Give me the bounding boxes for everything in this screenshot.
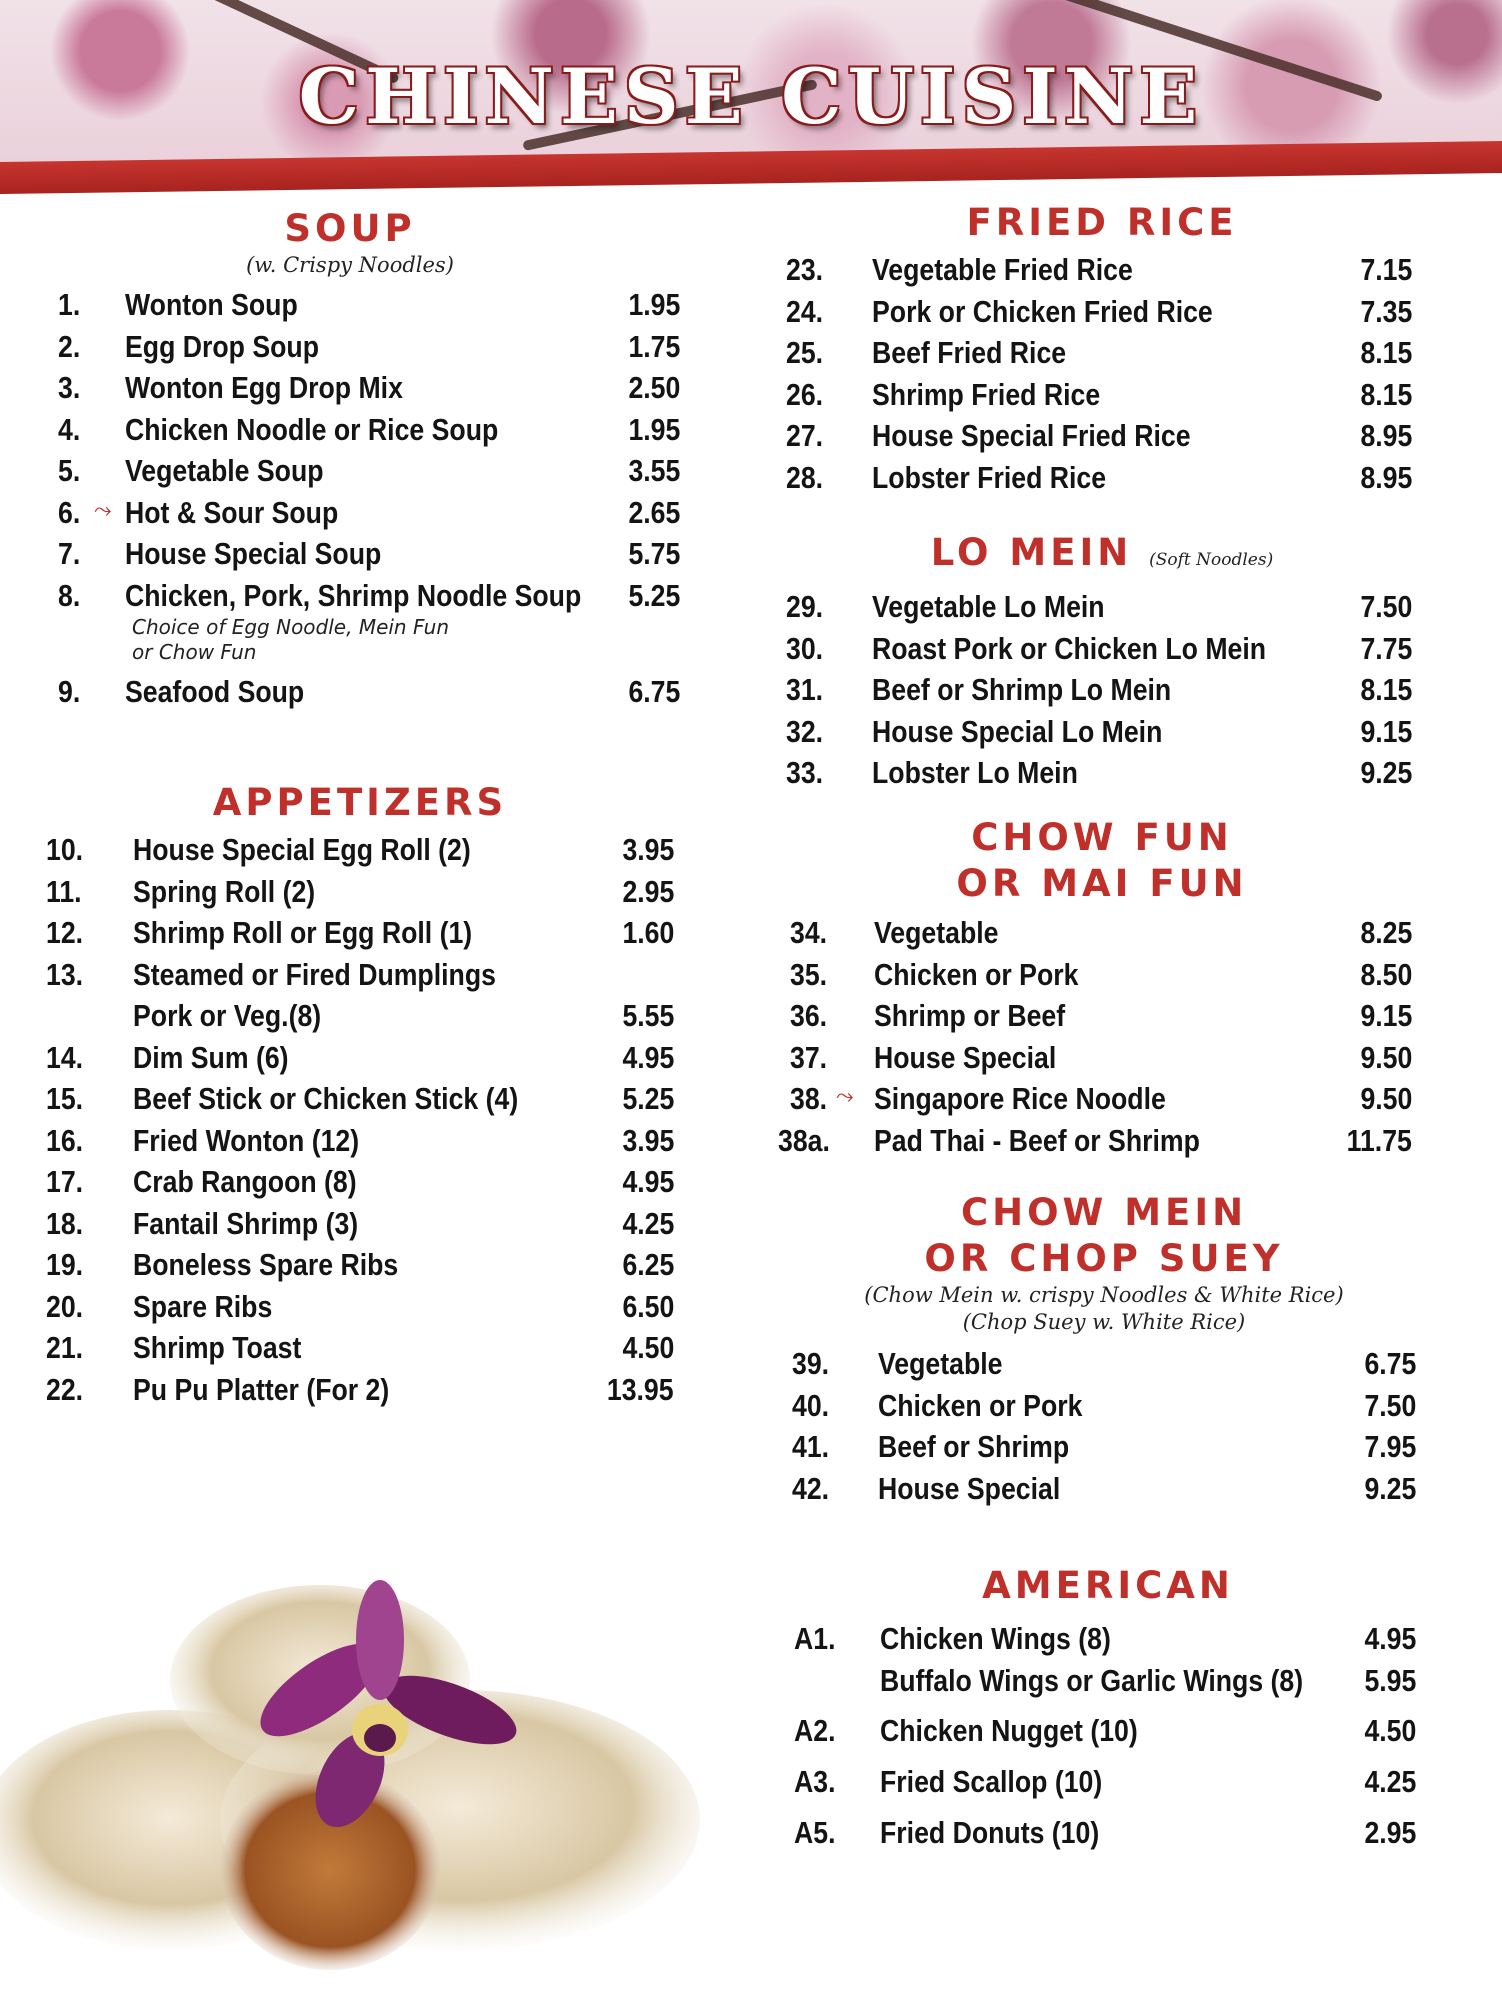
item-price: 2.50 bbox=[628, 370, 680, 405]
list-item bbox=[40, 913, 674, 955]
list-item bbox=[772, 1344, 1416, 1386]
item-number: 29. bbox=[786, 589, 824, 624]
list-item bbox=[40, 1245, 674, 1287]
item-price: 4.50 bbox=[622, 1330, 674, 1365]
list-item bbox=[40, 285, 680, 327]
list-item bbox=[40, 872, 674, 914]
item-number: 42. bbox=[792, 1470, 830, 1506]
item-name: Spring Roll (2) bbox=[133, 873, 316, 909]
list-item bbox=[772, 458, 1412, 500]
item-name: House Special bbox=[878, 1470, 1061, 1506]
item-price: 2.95 bbox=[1364, 1814, 1416, 1850]
item-name: Chicken or Pork bbox=[878, 1387, 1083, 1423]
chow-mein-section bbox=[772, 1190, 1416, 1510]
item-name: House Special bbox=[874, 1039, 1057, 1075]
item-number: 38a. bbox=[778, 1122, 830, 1158]
chow-mein-subtitle: (Chow Mein w. crispy Noodles & White Rice) bbox=[864, 1283, 1344, 1307]
item-price: 8.95 bbox=[1360, 459, 1412, 495]
item-price: 7.15 bbox=[1360, 252, 1412, 287]
item-price: 5.95 bbox=[1364, 1662, 1416, 1698]
item-number: 13. bbox=[46, 956, 84, 992]
item-number: 9. bbox=[58, 673, 81, 709]
fried-rice-list bbox=[772, 250, 1412, 499]
item-price: 1.95 bbox=[628, 287, 680, 322]
item-name: Fantail Shrimp (3) bbox=[133, 1205, 359, 1241]
item-price: 1.75 bbox=[628, 328, 680, 364]
item-price: 8.15 bbox=[1360, 672, 1412, 707]
item-number: 14. bbox=[46, 1039, 84, 1075]
item-number: 2. bbox=[58, 328, 81, 364]
item-number: A3. bbox=[794, 1763, 836, 1799]
appetizers-list bbox=[40, 830, 674, 1521]
list-item bbox=[40, 1328, 674, 1370]
item-price: 8.95 bbox=[1360, 418, 1412, 453]
item-price: 3.95 bbox=[622, 1122, 674, 1158]
list-item bbox=[40, 534, 680, 576]
item-number: 20. bbox=[46, 1288, 84, 1324]
item-number: 17. bbox=[46, 1164, 84, 1199]
soup-list bbox=[40, 285, 680, 713]
item-name: Buffalo Wings or Garlic Wings (8) bbox=[880, 1662, 1304, 1698]
item-number: 19. bbox=[46, 1247, 84, 1282]
list-item bbox=[772, 587, 1412, 629]
item-name: Egg Drop Soup bbox=[125, 328, 320, 364]
item-note: or Chow Fun bbox=[132, 639, 257, 664]
item-price: 4.95 bbox=[1364, 1621, 1416, 1656]
list-item bbox=[40, 1287, 674, 1329]
list-item bbox=[772, 996, 1412, 1038]
item-price: 7.35 bbox=[1360, 293, 1412, 329]
item-price: 1.60 bbox=[622, 915, 674, 950]
list-item bbox=[40, 493, 680, 535]
list-item bbox=[772, 1469, 1416, 1511]
item-number: 8. bbox=[58, 577, 81, 613]
list-item bbox=[778, 1619, 1416, 1661]
item-price: 4.25 bbox=[1364, 1763, 1416, 1799]
list-item bbox=[772, 416, 1412, 458]
item-price: 2.95 bbox=[622, 873, 674, 909]
item-number: 12. bbox=[46, 915, 84, 950]
list-item bbox=[772, 375, 1412, 417]
item-name: Roast Pork or Chicken Lo Mein bbox=[872, 630, 1267, 666]
item-number: A1. bbox=[794, 1621, 836, 1656]
item-price: 7.50 bbox=[1364, 1387, 1416, 1423]
item-number: 32. bbox=[786, 713, 824, 749]
item-number: 34. bbox=[790, 915, 828, 950]
item-number: 27. bbox=[786, 418, 824, 453]
item-name: Wonton Egg Drop Mix bbox=[125, 370, 403, 405]
item-number: 15. bbox=[46, 1081, 84, 1116]
item-name: Vegetable Lo Mein bbox=[872, 589, 1105, 624]
item-number: 40. bbox=[792, 1387, 830, 1423]
item-number: 25. bbox=[786, 335, 824, 370]
item-name: Spare Ribs bbox=[133, 1288, 273, 1324]
item-number: A5. bbox=[794, 1814, 836, 1850]
item-name: Beef Fried Rice bbox=[872, 335, 1067, 370]
fried-rice-section bbox=[772, 200, 1412, 499]
item-price: 3.55 bbox=[628, 453, 680, 488]
item-name: Pad Thai - Beef or Shrimp bbox=[874, 1122, 1200, 1158]
list-item bbox=[778, 1661, 1416, 1711]
menu-title: CHINESE CUISINE bbox=[298, 52, 1204, 141]
list-item bbox=[40, 1121, 674, 1163]
item-note: Choice of Egg Noodle, Mein Fun bbox=[132, 614, 450, 639]
list-item bbox=[40, 1079, 674, 1121]
item-number: 33. bbox=[786, 755, 824, 790]
item-name: Shrimp Toast bbox=[133, 1330, 302, 1365]
item-price: 5.55 bbox=[622, 998, 674, 1033]
item-number: 41. bbox=[792, 1429, 830, 1464]
fried-rice-title: FRIED RICE bbox=[966, 201, 1238, 244]
item-price: 9.15 bbox=[1360, 713, 1412, 749]
lo-mein-note: (Soft Noodles) bbox=[1149, 550, 1274, 570]
item-price: 8.25 bbox=[1360, 915, 1412, 950]
item-number: 18. bbox=[46, 1205, 84, 1241]
item-price: 5.25 bbox=[628, 577, 680, 613]
item-name: Fried Donuts (10) bbox=[880, 1814, 1100, 1850]
item-name: Vegetable Soup bbox=[125, 453, 324, 488]
item-price: 9.15 bbox=[1360, 998, 1412, 1033]
item-price: 5.25 bbox=[622, 1081, 674, 1116]
item-number: 5. bbox=[58, 453, 81, 488]
list-item bbox=[772, 292, 1412, 334]
list-item bbox=[772, 1121, 1412, 1163]
item-number: 36. bbox=[790, 998, 828, 1033]
item-price: 6.75 bbox=[1364, 1346, 1416, 1381]
item-name: Lobster Fried Rice bbox=[872, 459, 1107, 495]
item-name: Pork or Chicken Fried Rice bbox=[872, 293, 1213, 329]
item-price: 9.25 bbox=[1360, 755, 1412, 790]
item-price: 8.15 bbox=[1360, 376, 1412, 412]
item-name: Shrimp Fried Rice bbox=[872, 376, 1101, 412]
soup-section bbox=[40, 206, 680, 713]
item-name: House Special Fried Rice bbox=[872, 418, 1191, 453]
item-price: 4.25 bbox=[622, 1205, 674, 1241]
list-item bbox=[772, 250, 1412, 292]
item-number: 1. bbox=[58, 287, 81, 322]
list-item bbox=[772, 1427, 1416, 1469]
item-number: 4. bbox=[58, 411, 81, 447]
item-price: 6.25 bbox=[622, 1247, 674, 1282]
list-item bbox=[40, 1411, 674, 1521]
item-price: 8.15 bbox=[1360, 335, 1412, 370]
list-item bbox=[772, 955, 1412, 997]
item-number: 35. bbox=[790, 956, 828, 992]
item-price: 11.75 bbox=[1346, 1122, 1412, 1158]
item-price: 7.95 bbox=[1364, 1429, 1416, 1464]
item-number: 30. bbox=[786, 630, 824, 666]
item-number: 31. bbox=[786, 672, 824, 707]
item-name: Boneless Spare Ribs bbox=[133, 1247, 399, 1282]
list-item bbox=[40, 327, 680, 369]
item-name: House Special Soup bbox=[125, 536, 382, 571]
chow-fun-section bbox=[772, 815, 1412, 1162]
item-price: 9.50 bbox=[1360, 1081, 1412, 1116]
item-name: Shrimp or Beef bbox=[874, 998, 1066, 1033]
item-name: Chicken, Pork, Shrimp Noodle Soup bbox=[125, 577, 582, 613]
item-name: House Special Egg Roll (2) bbox=[133, 832, 471, 867]
american-section bbox=[778, 1563, 1416, 1854]
item-name: Shrimp Roll or Egg Roll (1) bbox=[133, 915, 473, 950]
item-name: Steamed or Fired Dumplings bbox=[133, 956, 496, 992]
item-price: 2.65 bbox=[628, 494, 680, 530]
list-item bbox=[772, 1079, 1412, 1121]
list-item bbox=[772, 753, 1412, 795]
item-number: 10. bbox=[46, 832, 84, 867]
item-name: Seafood Soup bbox=[125, 673, 305, 709]
item-price: 7.50 bbox=[1360, 589, 1412, 624]
list-item bbox=[40, 1370, 674, 1412]
item-name: Chicken or Pork bbox=[874, 956, 1079, 992]
item-number: 28. bbox=[786, 459, 824, 495]
list-item bbox=[40, 1038, 674, 1080]
chow-mein-title-line2: OR CHOP SUEY bbox=[924, 1237, 1284, 1280]
lo-mein-heading bbox=[772, 530, 1432, 583]
item-number: 3. bbox=[58, 370, 81, 405]
chow-fun-title-line2: OR MAI FUN bbox=[956, 862, 1248, 905]
list-item bbox=[40, 368, 680, 410]
appetizers-section bbox=[40, 780, 674, 1521]
item-number: A2. bbox=[794, 1712, 836, 1748]
item-number: 37. bbox=[790, 1039, 828, 1075]
soup-subtitle: (w. Crispy Noodles) bbox=[246, 253, 454, 277]
item-price: 4.95 bbox=[622, 1164, 674, 1199]
item-number: 7. bbox=[58, 536, 81, 571]
item-price: 3.95 bbox=[622, 832, 674, 867]
list-item bbox=[778, 1762, 1416, 1813]
list-item bbox=[40, 830, 674, 872]
chili-pepper-icon: ⤳ bbox=[94, 496, 112, 522]
list-item bbox=[40, 996, 674, 1038]
item-name: Wonton Soup bbox=[125, 287, 298, 322]
item-price: 9.25 bbox=[1364, 1470, 1416, 1506]
item-price: 6.50 bbox=[622, 1288, 674, 1324]
item-name: Dim Sum (6) bbox=[133, 1039, 289, 1075]
item-number: 38. bbox=[790, 1081, 828, 1116]
list-item bbox=[772, 333, 1412, 375]
item-name: Chicken Wings (8) bbox=[880, 1621, 1111, 1656]
item-price: 4.50 bbox=[1364, 1712, 1416, 1748]
chow-mein-subtitle-line2: (Chop Suey w. White Rice) bbox=[962, 1310, 1246, 1334]
item-name: House Special Lo Mein bbox=[872, 713, 1163, 749]
item-price: 7.75 bbox=[1360, 630, 1412, 666]
item-name: Pork or Veg.(8) bbox=[133, 998, 322, 1033]
soup-title: SOUP bbox=[284, 207, 416, 250]
item-name: Fried Wonton (12) bbox=[133, 1122, 360, 1158]
item-name: Fried Scallop (10) bbox=[880, 1763, 1103, 1799]
item-name: Beef Stick or Chicken Stick (4) bbox=[133, 1081, 519, 1116]
item-price: 1.95 bbox=[628, 411, 680, 447]
item-name: Lobster Lo Mein bbox=[872, 755, 1078, 790]
item-name: Chicken Noodle or Rice Soup bbox=[125, 411, 499, 447]
list-item bbox=[778, 1711, 1416, 1762]
item-name: Crab Rangoon (8) bbox=[133, 1164, 357, 1199]
item-name: Chicken Nugget (10) bbox=[880, 1712, 1138, 1748]
chow-mein-title: CHOW MEIN bbox=[960, 1191, 1248, 1234]
lo-mein-title: LO MEIN bbox=[930, 531, 1133, 574]
item-price: 6.75 bbox=[628, 673, 680, 709]
item-name: Beef or Shrimp bbox=[878, 1429, 1070, 1464]
american-list bbox=[778, 1619, 1416, 1854]
list-item bbox=[772, 1386, 1416, 1428]
item-number: 11. bbox=[46, 873, 82, 909]
item-name: Hot & Sour Soup bbox=[125, 494, 339, 530]
list-item bbox=[40, 955, 674, 997]
list-item bbox=[40, 1162, 674, 1204]
item-price: 5.75 bbox=[628, 536, 680, 571]
chow-fun-title: CHOW FUN bbox=[971, 816, 1233, 859]
list-item bbox=[40, 576, 680, 672]
list-item bbox=[40, 1204, 674, 1246]
chili-pepper-icon: ⤳ bbox=[836, 1083, 854, 1108]
list-item bbox=[40, 672, 680, 714]
list-item bbox=[778, 1813, 1416, 1855]
item-name: Vegetable bbox=[878, 1346, 1003, 1381]
item-price: 8.50 bbox=[1360, 956, 1412, 992]
appetizers-title: APPETIZERS bbox=[212, 781, 508, 824]
item-price: 9.50 bbox=[1360, 1039, 1412, 1075]
item-name: Singapore Rice Noodle bbox=[874, 1081, 1166, 1116]
lo-mein-section bbox=[772, 530, 1412, 795]
chow-mein-list bbox=[772, 1344, 1416, 1510]
chow-fun-list bbox=[772, 913, 1412, 1162]
list-item bbox=[40, 451, 680, 493]
lo-mein-list bbox=[772, 587, 1412, 795]
item-number: 16. bbox=[46, 1122, 84, 1158]
american-title: AMERICAN bbox=[982, 1564, 1234, 1607]
item-number: 21. bbox=[46, 1330, 84, 1365]
item-number: 22. bbox=[46, 1371, 84, 1407]
list-item bbox=[772, 1038, 1412, 1080]
list-item bbox=[40, 410, 680, 452]
item-name: Pu Pu Platter (For 2) bbox=[133, 1371, 390, 1407]
item-number: 23. bbox=[786, 252, 824, 287]
item-number: 24. bbox=[786, 293, 824, 329]
item-price: 13.95 bbox=[607, 1371, 674, 1407]
list-item bbox=[772, 670, 1412, 712]
item-name: Vegetable Fried Rice bbox=[872, 252, 1133, 287]
item-number: 26. bbox=[786, 376, 824, 412]
item-number: 6. bbox=[58, 494, 81, 530]
list-item bbox=[772, 629, 1412, 671]
item-price: 4.95 bbox=[622, 1039, 674, 1075]
item-name: Vegetable bbox=[874, 915, 999, 950]
item-number: 39. bbox=[792, 1346, 830, 1381]
food-photo bbox=[0, 1550, 760, 1990]
item-name: Beef or Shrimp Lo Mein bbox=[872, 672, 1172, 707]
list-item bbox=[772, 913, 1412, 955]
list-item bbox=[772, 712, 1412, 754]
